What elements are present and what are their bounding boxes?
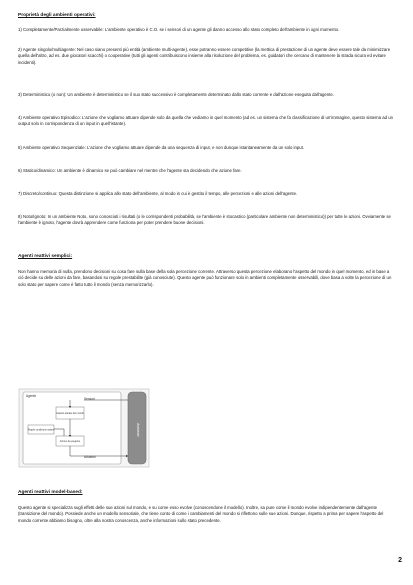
actuators-label: Attuatori: [84, 455, 96, 459]
paragraph-simple-reflex: Non hanno memoria di nulla, prendono decisioni su cosa fare sulla base della sola percezione corrente. Attraverso questa percezione elaborano l'aspetto del mondo in quel momento, ed in base a ciò decide su delle azioni da fare, basandosi su regole prestabilite (già conosciute). Questo agente può funzionare solo in ambienti completamente osservabili, dove basa a volte la percezione di un solo stato per sapere come è fatto tutto il mondo (senza memorizzarlo).: [18, 269, 392, 287]
paragraph-deterministic: 3) Deterministico (o non): Un ambiente è deterministico se il suo stato successivo è completamente determinato dallo stato corrente e dall'azione eseguita dall'agente.: [18, 92, 334, 97]
sensors-label: Sensori: [84, 397, 95, 401]
page-number: 2: [398, 557, 402, 564]
paragraph-sequential: 5) Ambiente operativo Sequenziale: L'azione che vogliamo attuare dipende da una sequenza di input, e non dunque istantaneamente da un solo input.: [18, 145, 305, 150]
agent-label: Agente: [26, 394, 37, 398]
paragraph-model-based: Questo agente si specializza sugli effetti delle sue azioni sul mondo, e su come esso evolve (conoscendone il modello). Inoltre, sa pure come il mondo evolve indipendentemente dall'agente (transizione del mondo). Possiede anche un modello sensoriale, che tiene conto di come i cambiamenti del mondo si riflettono sulle sue azioni. Dunque, rispetto a prima per sapere l'aspetto del mondo corrente abbiamo bisogno, oltre alla nostra conoscenza, anche informazioni sullo stato precedente.: [18, 505, 384, 523]
paragraph-known-unknown: 8) Noto/Ignoto: In un ambiente Noto, sono conosciuti i risultati (o le corrispondenti probabilità, se l'ambiente è stocastico (particolare ambiente non deterministico)) per tutte le azioni. Ovviamente se l'ambiente è ignoto, l'agente dovrà apprendere come funziona per poter prendere buone decisioni.: [18, 214, 391, 226]
rules-label: Regole condizione-azione: [27, 429, 55, 432]
section-title-model-based: Agenti reattivi model-based:: [18, 490, 83, 495]
paragraph-episodic: 4) Ambiente operativo Episodico: L'azione che vogliamo attuare dipende solo da quella che vediamo in quel momento (ad es. un sistema che fa classificazione di un'immagine, questo sistema ad un output solo in corrispondenza di un input in quell'istante).: [18, 115, 393, 127]
paragraph-static-dynamic: 6) Statico/dinamico: Un ambiente è dinamico se può cambiare nel mentre che l'agente sta decidendo che azione fare.: [18, 168, 242, 173]
section-title-simple-reflex: Agenti reattivi semplici:: [18, 254, 73, 259]
section-title-environment-properties: Proprietà degli ambienti operativi:: [18, 13, 96, 18]
action-label: Azione da eseguire: [59, 440, 81, 443]
environment-label: Ambiente: [136, 423, 140, 437]
paragraph-multiagent: 2) Agente singolo/multiagente: Nel caso siano presenti più entità (ambiente multi-agente), esse potranno essere competitive (la mettica di prestazione di un agente deve essere tale da minimizzare quella dell'altro, ad es. due giocatori scacchi) o cooperative (tutti gli agenti contribuiscono insieme alla risoluzione del problema, es. guidatori che cercano di mantenere la strada sicura ed evitare incidenti).: [18, 47, 391, 65]
paragraph-observable: 1) Completamente/Parzialmente osservabile: L'ambiente operativo è C.O. se i sensori di un agente gli danno accesso allo stato completo dell'ambiente in ogni momento.: [18, 27, 340, 32]
world-state-label: Aspetto attuale del mondo: [56, 412, 84, 415]
simple-reflex-agent-diagram: [18, 388, 150, 468]
paragraph-discrete-continuous: 7) Discreto/continuo: Questa distinzione si applica allo stato dell'ambiente, al modo in cui è gestito il tempo, alle percezioni e alle azioni dell'agente.: [18, 191, 298, 196]
